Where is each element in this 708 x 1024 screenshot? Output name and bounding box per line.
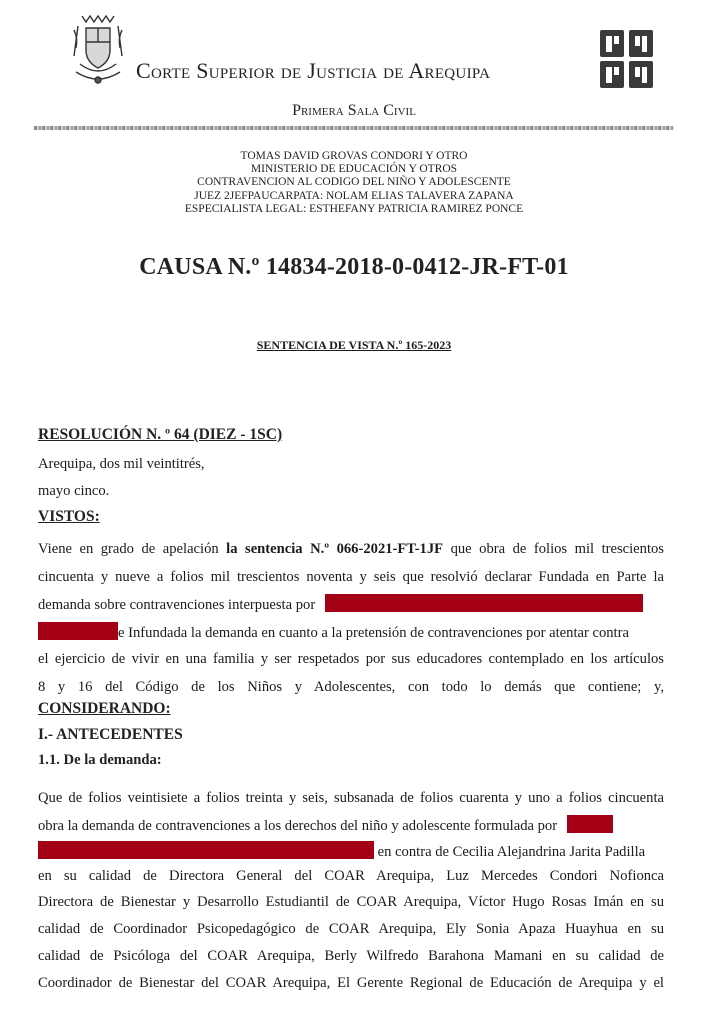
considerando-heading: CONSIDERANDO: bbox=[38, 700, 171, 717]
redaction-bar bbox=[38, 841, 374, 859]
vistos-line-5: el ejercicio de vivir en una familia y ser respetados por sus educadores contemplado en los artículos bbox=[38, 651, 664, 667]
subsection-heading: 1.1. De la demanda: bbox=[38, 752, 162, 768]
peru-coat-of-arms-icon bbox=[68, 10, 128, 88]
demand-line-6: calidad de Coordinador Psicopedagógico de COAR Arequipa, Ely Sonia Apaza Huayhua en su bbox=[38, 921, 664, 937]
place-date-line-2: mayo cinco. bbox=[38, 483, 110, 499]
pj-logo-icon bbox=[598, 28, 656, 90]
sentence-title: SENTENCIA DE VISTA N.º 165-2023 bbox=[256, 338, 452, 352]
vistos-line-3 bbox=[38, 594, 664, 615]
vistos-line-4 bbox=[38, 622, 664, 643]
vistos-heading: VISTOS: bbox=[38, 508, 100, 525]
place-date-line-1: Arequipa, dos mil veintitrés, bbox=[38, 456, 205, 472]
vistos-text: Viene en grado de apelación bbox=[38, 541, 227, 557]
demand-text: en contra de Cecilia Alejandrina Jarita Padilla bbox=[377, 844, 646, 860]
redaction-bar bbox=[38, 622, 118, 640]
resolution-title: RESOLUCIÓN N. º 64 (DIEZ - 1SC) bbox=[38, 426, 283, 443]
demand-line-7: calidad de Psicóloga del COAR Arequipa, Berly Wilfredo Barahona Mamani en su calidad de bbox=[38, 948, 664, 964]
party-line: ESPECIALISTA LEGAL: ESTHEFANY PATRICIA RAMIREZ PONCE bbox=[184, 202, 524, 215]
case-number: CAUSA N.º 14834-2018-0-0412-JR-FT-01 bbox=[139, 254, 569, 280]
demand-line-4: en su calidad de Directora General del COAR Arequipa, Luz Mercedes Condori Nofionca bbox=[38, 868, 664, 884]
court-name: Corte Superior de Justicia de Arequipa bbox=[136, 58, 491, 83]
vistos-text: demanda sobre contravenciones interpuesta por bbox=[38, 597, 316, 613]
demand-line-5: Directora de Bienestar y Desarrollo Estudiantil de COAR Arequipa, Víctor Hugo Rosas Imán en su bbox=[38, 894, 664, 910]
section-heading: I.- ANTECEDENTES bbox=[38, 726, 183, 743]
header-divider bbox=[34, 126, 674, 130]
chamber-name: Primera Sala Civil bbox=[292, 102, 416, 119]
demand-text: obra la demanda de contravenciones a los derechos del niño y adolescente formulada por bbox=[38, 818, 558, 834]
vistos-text: e Infundada la demanda en cuanto a la pretensión de contravenciones por atentar contra bbox=[118, 625, 629, 641]
party-line: TOMAS DAVID GROVAS CONDORI Y OTRO bbox=[240, 150, 468, 162]
party-line: CONTRAVENCION AL CODIGO DEL NIÑO Y ADOLESCENTE bbox=[197, 176, 511, 189]
demand-line-1: Que de folios veintisiete a folios treinta y seis, subsanada de folios cuarenta y uno a folios cincuenta bbox=[38, 790, 664, 806]
demand-line-2 bbox=[38, 815, 664, 836]
redaction-bar bbox=[325, 594, 643, 612]
case-parties bbox=[0, 150, 708, 216]
vistos-line-6: 8 y 16 del Código de los Niños y Adolescentes, con todo lo demás que contiene; y, bbox=[38, 679, 664, 695]
redaction-bar bbox=[567, 815, 613, 833]
vistos-line-2: cincuenta y nueve a folios mil trescientos noventa y seis que resolvió declarar Fundada en Parte la bbox=[38, 569, 664, 585]
party-line: MINISTERIO DE EDUCACIÓN Y OTROS bbox=[250, 163, 458, 176]
vistos-text: que obra de folios mil trescientos bbox=[443, 541, 664, 557]
vistos-line-1 bbox=[38, 540, 664, 559]
demand-line-3 bbox=[38, 841, 664, 862]
demand-line-8: Coordinador de Bienestar del COAR Arequipa, El Gerente Regional de Educación de Arequipa y el bbox=[38, 975, 664, 991]
appealed-sentence: la sentencia N.º 066-2021-FT-1JF bbox=[226, 541, 444, 557]
party-line: JUEZ 2JEFPAUCARPATA: NOLAM ELIAS TALAVERA ZAPANA bbox=[194, 189, 514, 202]
